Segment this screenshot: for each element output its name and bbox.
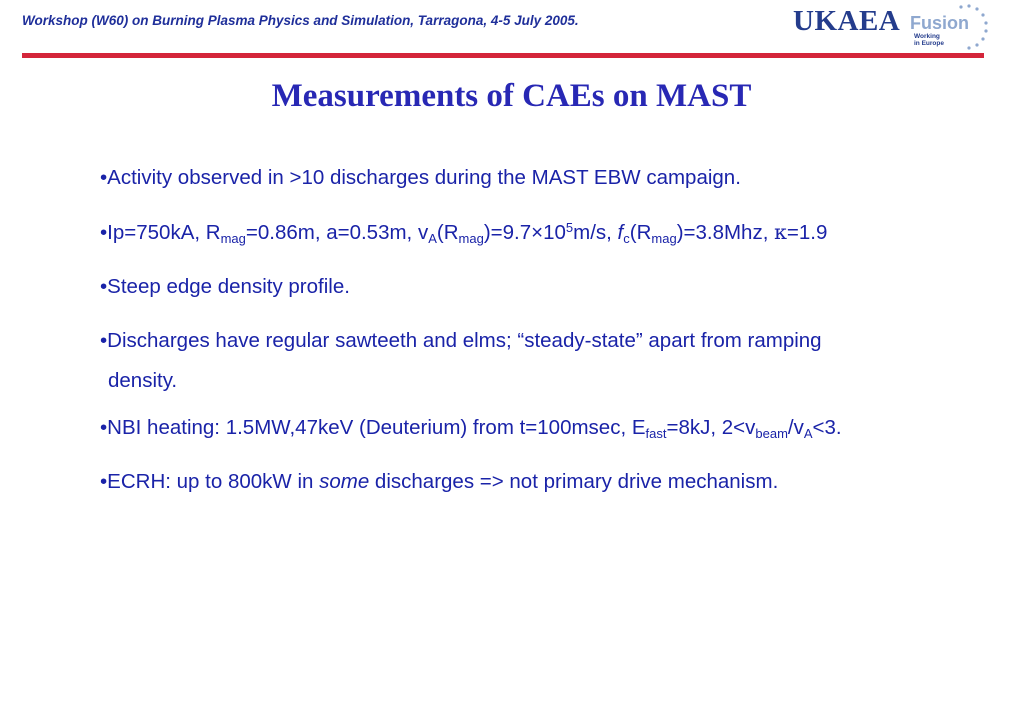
ecrh-text: discharges => not primary drive mechanism. bbox=[369, 470, 779, 493]
param-text: )=9.7×10 bbox=[483, 221, 566, 244]
param-text: •Ip=750kA, R bbox=[100, 221, 221, 244]
bullet-nbi-heating bbox=[100, 414, 1000, 442]
kappa-symbol: κ bbox=[774, 220, 787, 244]
nbi-sub: A bbox=[803, 426, 813, 441]
nbi-text: •NBI heating: 1.5MW,47keV (Deuterium) from t=100msec, E bbox=[100, 416, 646, 439]
param-sub: mag bbox=[220, 231, 246, 246]
discharges-line2: density. bbox=[108, 369, 178, 392]
logo-ukaea-text: UKAEA bbox=[793, 5, 901, 37]
logo-subtitle-line2: in Europe bbox=[914, 40, 944, 47]
param-italic: f bbox=[617, 221, 624, 244]
param-sub: c bbox=[623, 231, 630, 246]
header-divider bbox=[22, 53, 984, 58]
bullet-density-profile: •Steep edge density profile. bbox=[100, 275, 350, 298]
logo-subtitle-line1: Working bbox=[914, 33, 940, 40]
eu-stars-icon bbox=[953, 3, 993, 53]
header-text: Workshop (W60) on Burning Plasma Physics and Simulation, Tarragona, 4-5 July 2005. bbox=[22, 13, 579, 28]
param-sub: mag bbox=[651, 231, 677, 246]
param-text: =1.9 bbox=[786, 221, 828, 244]
param-text: )=3.8Mhz, bbox=[676, 221, 775, 244]
nbi-sub: fast bbox=[645, 426, 667, 441]
param-text: m/s, bbox=[573, 221, 618, 244]
nbi-text: =8kJ, 2<v bbox=[666, 416, 756, 439]
ukaea-fusion-logo bbox=[793, 3, 1003, 53]
slide-title: Measurements of CAEs on MAST bbox=[271, 78, 752, 114]
ecrh-italic: some bbox=[319, 470, 370, 493]
bullet-ecrh bbox=[100, 468, 1000, 496]
param-sup: 5 bbox=[565, 220, 574, 235]
param-sub: A bbox=[428, 231, 437, 246]
bullet-discharges bbox=[100, 321, 1000, 401]
nbi-text: <3. bbox=[812, 416, 842, 439]
ecrh-text: •ECRH: up to 800kW in bbox=[100, 470, 320, 493]
nbi-sub: beam bbox=[755, 426, 788, 441]
bullet-list bbox=[100, 164, 1000, 522]
nbi-text: /v bbox=[787, 416, 804, 439]
logo-subtitle bbox=[914, 33, 944, 47]
param-text: (R bbox=[436, 221, 459, 244]
discharges-line1: •Discharges have regular sawteeth and elms; “steady-state” apart from ramping bbox=[100, 329, 822, 352]
bullet-activity: •Activity observed in >10 discharges during the MAST EBW campaign. bbox=[100, 166, 741, 189]
bullet-parameters bbox=[100, 218, 1000, 247]
logo-fusion-text: Fusion bbox=[910, 13, 969, 33]
param-sub: mag bbox=[458, 231, 484, 246]
param-text: (R bbox=[629, 221, 652, 244]
param-text: =0.86m, a=0.53m, v bbox=[245, 221, 429, 244]
